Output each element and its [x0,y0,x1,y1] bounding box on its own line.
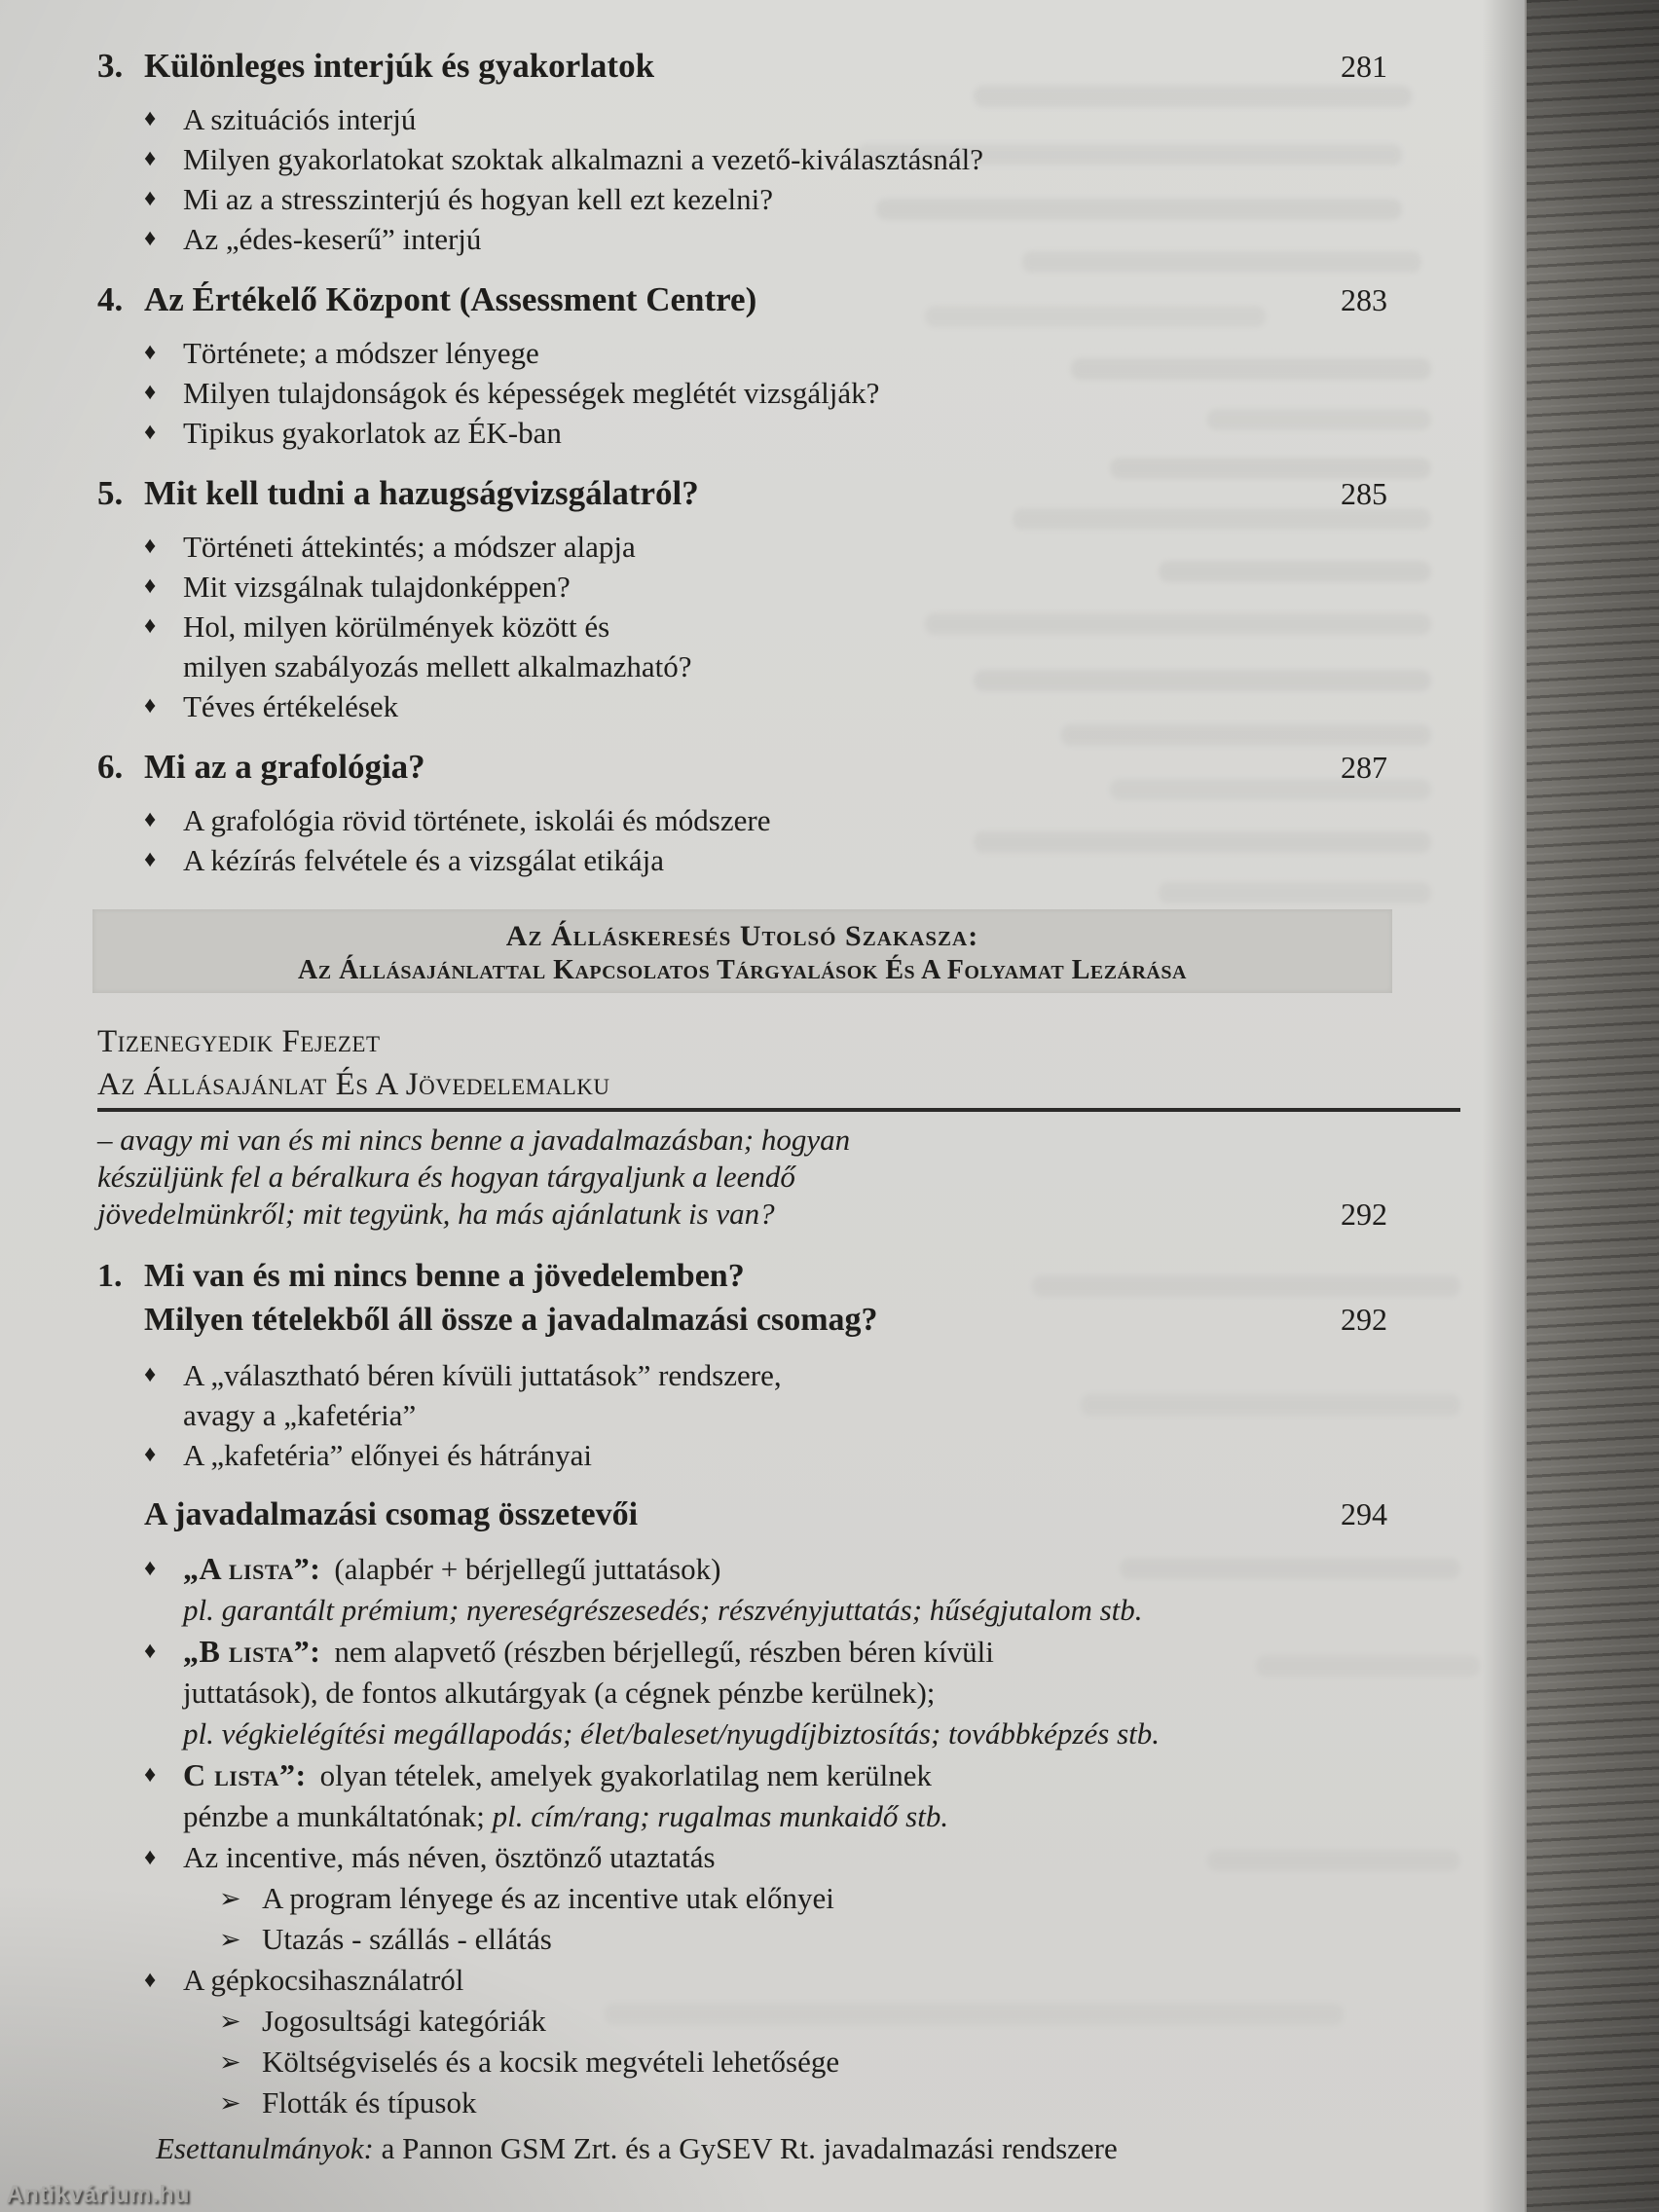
diamond-bullet-icon: ♦ [144,613,157,639]
case-study-label: Esettanulmányok: [156,2131,374,2165]
list-a-label: „A lista”: [183,1551,321,1586]
toc-entry-1 [97,1254,1387,1342]
subheading-title: A javadalmazási csomag összetevői [144,1496,639,1532]
entry-title-line-2: Milyen tételekből áll össze a javadalmazási csomag? [144,1302,878,1338]
sub-item-text: Költségviselés és a kocsik megvételi lehetősége [262,2045,840,2079]
list-b-item [97,1631,1387,1673]
lead-line: jövedelmünkről; mit tegyünk, ha más ajánlatunk is van? [97,1197,775,1231]
section-title: Az Értékelő Központ (Assessment Centre) [144,280,757,318]
toc-item-text: Téves értékelések [183,689,399,723]
toc-item [97,99,1387,139]
toc-item [97,1355,1387,1395]
toc-item-text: A „kafetéria” előnyei és hátrányai [183,1438,592,1472]
toc-item [97,1435,1387,1475]
section-number: 4. [97,280,124,318]
toc-section-heading [97,276,1387,323]
car-item [97,1960,1387,2001]
diamond-bullet-icon: ♦ [144,1556,157,1581]
page-number: 285 [1341,476,1387,511]
toc-item [97,413,1387,453]
section-number: 5. [97,474,124,512]
toc-item-text: Milyen tulajdonságok és képességek meglétét vizsgálják? [183,376,880,410]
section-title: Különleges interjúk és gyakorlatok [144,47,655,85]
arrowhead-bullet-icon: ➢ [219,2007,241,2036]
section-number: 3. [97,47,124,85]
diamond-bullet-icon: ♦ [144,1362,157,1387]
diamond-bullet-icon: ♦ [144,1762,157,1788]
lead-line: készüljünk fel a béralkura és hogyan tárgyaljunk a leendő [97,1160,795,1194]
sub-item-text: Jogosultsági kategóriák [262,2004,546,2038]
toc-item [97,179,1387,219]
toc-item [97,840,1387,880]
page-number: 283 [1341,282,1387,317]
car-sub-item [97,2042,1387,2083]
diamond-bullet-icon: ♦ [144,1442,157,1467]
page-edge-shadow [1482,0,1525,2212]
arrowhead-bullet-icon: ➢ [219,1925,241,1954]
entry-title-line-1: Mi van és mi nincs benne a jövedelemben? [144,1258,745,1294]
toc-item [97,219,1387,259]
arrowhead-bullet-icon: ➢ [219,1884,241,1913]
diamond-bullet-icon: ♦ [144,186,157,211]
diamond-bullet-icon: ♦ [144,693,157,719]
list-b-label: „B lista”: [183,1634,321,1669]
list-b-text: nem alapvető (részben bérjellegű, részben béren kívüli [334,1635,994,1669]
chapter-rule [97,1108,1460,1112]
diamond-bullet-icon: ♦ [144,573,157,599]
incentive-sub-item [97,1919,1387,1960]
diamond-bullet-icon: ♦ [144,847,157,872]
diamond-bullet-icon: ♦ [144,1845,157,1870]
entry-title-line-2-row [144,1298,1387,1342]
toc-item-continuation: avagy a „kafetéria” [183,1398,417,1432]
wood-table-edge [1525,0,1659,2212]
incentive-item [97,1837,1387,1878]
arrowhead-bullet-icon: ➢ [219,2047,241,2077]
toc-item [97,333,1387,373]
diamond-bullet-icon: ♦ [144,226,157,251]
list-a-item [97,1548,1387,1590]
toc-section-heading [97,744,1387,791]
toc-item-text: Az „édes-keserű” interjú [183,222,482,256]
list-c-item [97,1754,1387,1796]
package-list [97,1548,1387,2123]
case-study-line [97,2127,1387,2170]
toc-item-text: Történeti áttekintés; a módszer alapja [183,530,636,564]
list-a-line [183,1548,1387,1590]
toc-section-heading [97,43,1387,90]
toc-item [97,139,1387,179]
chapter-lead [97,1122,1387,1233]
entry-1-bullets [97,1355,1387,1475]
toc-item-text: A szituációs interjú [183,102,417,136]
toc-item-text: A „választható béren kívüli juttatások” rendszere, [183,1358,782,1392]
car-sub-item [97,2001,1387,2042]
list-c-cont-italic: pl. cím/rang; rugalmas munkaidő stb. [492,1799,949,1833]
toc-item [97,527,1387,567]
sub-item-text: Flották és típusok [262,2085,477,2120]
diamond-bullet-icon: ♦ [144,340,157,365]
toc-item [97,373,1387,413]
antikvarium-watermark: Antikvárium.hu [6,2181,190,2208]
arrowhead-bullet-icon: ➢ [219,2088,241,2118]
toc-item [97,686,1387,726]
toc-item-text: Mit vizsgálnak tulajdonképpen? [183,570,571,604]
toc-section-3 [97,43,1387,259]
diamond-bullet-icon: ♦ [144,380,157,405]
list-b-continuation: juttatások), de fontos alkutárgyak (a cégnek pénzbe kerülnek); [183,1676,936,1710]
chapter-kicker: Tizenegyedik Fejezet [97,1024,381,1059]
car-text: A gépkocsihasználatról [183,1963,464,1997]
chapter-title: Az Állásajánlat És A Jövedelemalku [97,1067,610,1102]
page-number: 281 [1341,49,1387,84]
entry-lines [144,1254,1387,1342]
list-c-line [183,1754,1387,1796]
sub-item-text: Utazás - szállás - ellátás [262,1922,552,1956]
car-sub-item [97,2083,1387,2123]
toc-item-text: Milyen gyakorlatokat szoktak alkalmazni a vezető-kiválasztásnál? [183,142,984,176]
list-a-examples: pl. garantált prémium; nyereségrészesedés; részvényjuttatás; hűségjutalom stb. [183,1593,1143,1627]
toc-item-continuation: milyen szabályozás mellett alkalmazható? [183,649,692,683]
list-c-text: olyan tételek, amelyek gyakorlatilag nem kerülnek [319,1758,933,1792]
toc-item [97,567,1387,607]
section-title: Mi az a grafológia? [144,748,425,786]
diamond-bullet-icon: ♦ [144,1968,157,1993]
toc-section-4 [97,276,1387,453]
list-c-label: C lista”: [183,1757,307,1792]
entry-number: 1. [97,1258,123,1294]
toc-section-5 [97,470,1387,726]
package-subheading [97,1493,1387,1536]
toc-item [97,607,1387,646]
list-a-text: (alapbér + bérjellegű juttatások) [334,1552,721,1586]
toc-item-text: A kézírás felvétele és a vizsgálat etikája [183,843,665,877]
diamond-bullet-icon: ♦ [144,106,157,131]
diamond-bullet-icon: ♦ [144,534,157,559]
sub-item-text: A program lényege és az incentive utak előnyei [262,1881,834,1915]
toc-item-text: Története; a módszer lényege [183,336,539,370]
part-title-banner [92,909,1392,993]
toc-item-text: Tipikus gyakorlatok az ÉK-ban [183,416,562,450]
part-banner-line-2: Az Állásajánlattal Kapcsolatos Tárgyalások És A Folyamat Lezárása [298,955,1187,985]
chapter-lead-lines [97,1122,1306,1233]
page-number: 287 [1341,750,1387,785]
toc-section-6 [97,744,1387,880]
diamond-bullet-icon: ♦ [144,420,157,445]
list-b-examples: pl. végkielégítési megállapodás; élet/baleset/nyugdíjbiztosítás; továbbképzés stb. [183,1716,1160,1751]
toc-item-text: Mi az a stresszinterjú és hogyan kell ezt kezelni? [183,182,773,216]
diamond-bullet-icon: ♦ [144,807,157,832]
list-b-line [183,1631,1387,1673]
list-c-continuation [97,1796,1387,1837]
page-number: 294 [1341,1496,1387,1531]
page-number: 292 [1341,1197,1387,1232]
lead-line: – avagy mi van és mi nincs benne a javadalmazásban; hogyan [97,1123,851,1157]
toc-section-heading [97,470,1387,517]
diamond-bullet-icon: ♦ [144,146,157,171]
list-c-cont-normal: pénzbe a munkáltatónak; [183,1799,493,1833]
diamond-bullet-icon: ♦ [144,1639,157,1664]
incentive-text: Az incentive, más néven, ösztönző utaztatás [183,1840,716,1874]
toc-item [97,800,1387,840]
incentive-sub-item [97,1878,1387,1919]
section-number: 6. [97,748,124,786]
case-study-text: a Pannon GSM Zrt. és a GySEV Rt. javadalmazási rendszere [373,2131,1118,2165]
part-banner-line-1: Az Álláskeresés Utolsó Szakasza: [505,920,979,952]
page-number: 292 [1341,1302,1387,1337]
toc-item-text: A grafológia rövid története, iskolái és módszere [183,803,771,837]
toc-item-text: Hol, milyen körülmények között és [183,609,610,644]
section-title: Mit kell tudni a hazugságvizsgálatról? [144,474,699,512]
